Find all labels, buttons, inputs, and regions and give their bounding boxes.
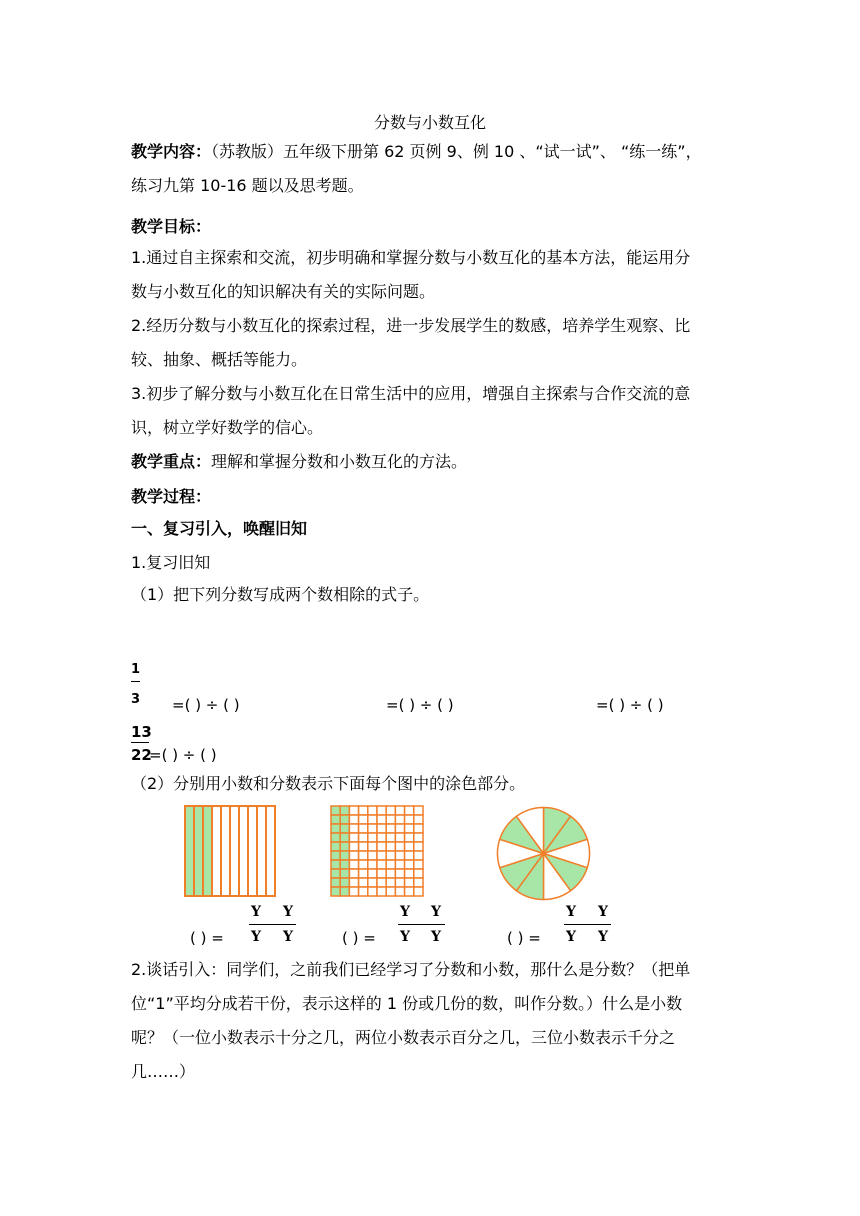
grid-cell: [386, 815, 395, 824]
talk-line-1: 2.谈话引入：同学们，之前我们已经学习了分数和小数，那什么是分数？（把单: [131, 960, 691, 979]
figure-hundredths-grid: [331, 806, 423, 896]
grid-cell: [368, 806, 377, 815]
grid-cell: [349, 878, 358, 887]
grid-cell: [377, 887, 386, 896]
teaching-content-line1: （苏教版）五年级下册第 62 页例 9、例 10 、“试一试”、 “练一练”，: [211, 142, 702, 161]
grid-cell: [331, 860, 340, 869]
answer-blank-2: ( ) =: [342, 929, 376, 947]
grid-cell: [405, 842, 414, 851]
grid-cell: [405, 869, 414, 878]
grid-cell: [331, 878, 340, 887]
grid-cell: [386, 860, 395, 869]
grid-cell: [377, 851, 386, 860]
grid-cell: [340, 887, 349, 896]
grid-cell: [331, 869, 340, 878]
answer-blank-3: ( ) =: [507, 929, 541, 947]
grid-cell: [386, 824, 395, 833]
grid-cell: [414, 869, 423, 878]
grid-cell: [331, 887, 340, 896]
grid-cell: [414, 842, 423, 851]
grid-cell: [377, 860, 386, 869]
fraction-3-top-left: Y: [566, 904, 576, 920]
blank-expression-4: =( ) ÷ ( ): [149, 746, 217, 764]
grid-cell: [368, 869, 377, 878]
grid-cell: [331, 824, 340, 833]
talk-line-2: 位“1”平均分成若干份，表示这样的 1 份或几份的数，叫作分数。）什么是小数: [131, 994, 683, 1013]
grid-cell: [386, 851, 395, 860]
strip-1: [185, 806, 194, 896]
grid-cell: [331, 815, 340, 824]
section-1-heading: 一、复习引入，唤醒旧知: [131, 519, 308, 538]
goals-heading: 教学目标：: [131, 217, 212, 236]
fraction-2-top-left: Y: [400, 904, 410, 920]
grid-cell: [377, 815, 386, 824]
grid-cell: [386, 887, 395, 896]
fraction-2-bottom-left: Y: [400, 929, 410, 945]
grid-cell: [331, 833, 340, 842]
goal-3-line1: 3.初步了解分数与小数互化在日常生活中的应用，增强自主探索与合作交流的意: [131, 384, 691, 403]
grid-cell: [377, 833, 386, 842]
grid-cell: [405, 851, 414, 860]
grid-cell: [368, 824, 377, 833]
strip-4: [212, 806, 221, 896]
fraction-3-top-right: Y: [598, 904, 608, 920]
goal-2-line1: 2.经历分数与小数互化的探索过程，进一步发展学生的数感，培养学生观察、比: [131, 316, 691, 335]
task-1-text: （1）把下列分数写成两个数相除的式子。: [131, 585, 430, 604]
grid-cell: [368, 851, 377, 860]
grid-cell: [359, 851, 368, 860]
grid-cell: [368, 833, 377, 842]
fraction-4-numerator: 13: [131, 723, 152, 741]
grid-cell: [331, 842, 340, 851]
grid-cell: [349, 887, 358, 896]
grid-cell: [377, 869, 386, 878]
grid-cell: [368, 887, 377, 896]
strip-8: [248, 806, 257, 896]
fraction-1-denominator: 3: [131, 692, 141, 707]
goal-1-line1: 1.通过自主探索和交流，初步明确和掌握分数与小数互化的基本方法，能运用分: [131, 248, 691, 267]
grid-cell: [349, 860, 358, 869]
grid-cell: [340, 842, 349, 851]
fraction-2-bottom-right: Y: [431, 929, 441, 945]
blank-expression-1: =( ) ÷ ( ): [172, 696, 240, 714]
grid-cell: [414, 806, 423, 815]
grid-cell: [349, 842, 358, 851]
grid-cell: [359, 878, 368, 887]
grid-cell: [340, 815, 349, 824]
grid-cell: [414, 878, 423, 887]
grid-cell: [414, 851, 423, 860]
talk-line-4: 几……）: [131, 1062, 196, 1081]
grid-cell: [359, 842, 368, 851]
grid-cell: [395, 869, 404, 878]
grid-cell: [340, 851, 349, 860]
grid-cell: [368, 815, 377, 824]
grid-cell: [395, 833, 404, 842]
fraction-1-bar: [131, 681, 140, 682]
grid-cell: [414, 815, 423, 824]
grid-cell: [414, 833, 423, 842]
grid-cell: [349, 824, 358, 833]
grid-cell: [405, 824, 414, 833]
grid-cell: [340, 806, 349, 815]
fraction-4-bar: [131, 742, 149, 743]
process-heading: 教学过程：: [131, 487, 212, 506]
grid-cell: [405, 806, 414, 815]
grid-cell: [359, 860, 368, 869]
grid-cell: [359, 824, 368, 833]
grid-cell: [377, 806, 386, 815]
strip-9: [257, 806, 266, 896]
goal-2-line2: 较、抽象、概括等能力。: [131, 350, 308, 369]
grid-cell: [340, 869, 349, 878]
grid-cell: [395, 860, 404, 869]
grid-cell: [359, 869, 368, 878]
fraction-4-denominator: 22: [131, 746, 152, 764]
grid-cell: [340, 833, 349, 842]
teaching-content-label: 教学内容：: [131, 142, 212, 161]
fraction-1-top-right: Y: [283, 904, 293, 920]
grid-cell: [414, 887, 423, 896]
grid-cell: [395, 806, 404, 815]
fraction-1-numerator: 1: [131, 662, 141, 677]
grid-cell: [395, 851, 404, 860]
teaching-content-line2: 练习九第 10-16 题以及思考题。: [131, 176, 364, 195]
grid-cell: [359, 833, 368, 842]
grid-cell: [405, 887, 414, 896]
grid-cell: [405, 860, 414, 869]
teaching-content: [131, 135, 736, 169]
grid-cell: [359, 815, 368, 824]
grid-cell: [349, 806, 358, 815]
grid-cell: [377, 824, 386, 833]
task-2-text: （2）分别用小数和分数表示下面每个图中的涂色部分。: [131, 774, 526, 793]
grid-cell: [340, 878, 349, 887]
grid-cell: [414, 860, 423, 869]
grid-cell: [359, 887, 368, 896]
grid-cell: [386, 878, 395, 887]
review-heading: 1.复习旧知: [131, 553, 211, 572]
grid-cell: [395, 887, 404, 896]
figure-circle-sectors: [496, 806, 591, 901]
grid-cell: [349, 815, 358, 824]
fraction-3-line: [564, 924, 611, 925]
figure-tenths-rectangle: [185, 806, 275, 896]
grid-cell: [340, 860, 349, 869]
strip-6: [230, 806, 239, 896]
grid-cell: [359, 806, 368, 815]
grid-cell: [386, 842, 395, 851]
grid-cell: [386, 869, 395, 878]
grid-cell: [349, 851, 358, 860]
grid-cell: [386, 833, 395, 842]
grid-cell: [377, 842, 386, 851]
goal-1-line2: 数与小数互化的知识解决有关的实际问题。: [131, 282, 436, 301]
grid-cell: [349, 869, 358, 878]
strip-2: [194, 806, 203, 896]
fraction-3-bottom-right: Y: [598, 929, 608, 945]
grid-cell: [395, 815, 404, 824]
grid-cell: [340, 824, 349, 833]
strip-5: [221, 806, 230, 896]
grid-cell: [405, 878, 414, 887]
grid-cell: [368, 860, 377, 869]
fraction-1-bottom-left: Y: [251, 929, 261, 945]
blank-expression-3: =( ) ÷ ( ): [596, 696, 664, 714]
fraction-2-top-right: Y: [431, 904, 441, 920]
grid-cell: [377, 878, 386, 887]
goal-3-line2: 识，树立学好数学的信心。: [131, 418, 324, 437]
grid-cell: [331, 806, 340, 815]
grid-cell: [395, 824, 404, 833]
grid-cell: [386, 806, 395, 815]
key-point: [131, 445, 736, 479]
grid-cell: [414, 824, 423, 833]
grid-cell: [368, 842, 377, 851]
fraction-3-bottom-left: Y: [566, 929, 576, 945]
talk-line-3: 呢？（一位小数表示十分之几，两位小数表示百分之几，三位小数表示千分之: [131, 1028, 676, 1047]
grid-cell: [405, 815, 414, 824]
strip-3: [203, 806, 212, 896]
fraction-2-line: [398, 924, 445, 925]
strip-10: [266, 806, 275, 896]
strip-7: [239, 806, 248, 896]
grid-cell: [331, 851, 340, 860]
grid-cell: [395, 842, 404, 851]
key-point-text: 理解和掌握分数和小数互化的方法。: [211, 452, 468, 471]
grid-cell: [349, 833, 358, 842]
answer-blank-1: ( ) =: [190, 929, 224, 947]
fraction-1-bottom-right: Y: [283, 929, 293, 945]
page-title: 分数与小数互化: [373, 113, 486, 132]
grid-cell: [405, 833, 414, 842]
key-point-label: 教学重点：: [131, 452, 212, 471]
fraction-1-top-left: Y: [251, 904, 261, 920]
grid-cell: [368, 878, 377, 887]
blank-expression-2: =( ) ÷ ( ): [386, 696, 454, 714]
grid-cell: [395, 878, 404, 887]
fraction-1-line: [249, 924, 296, 925]
